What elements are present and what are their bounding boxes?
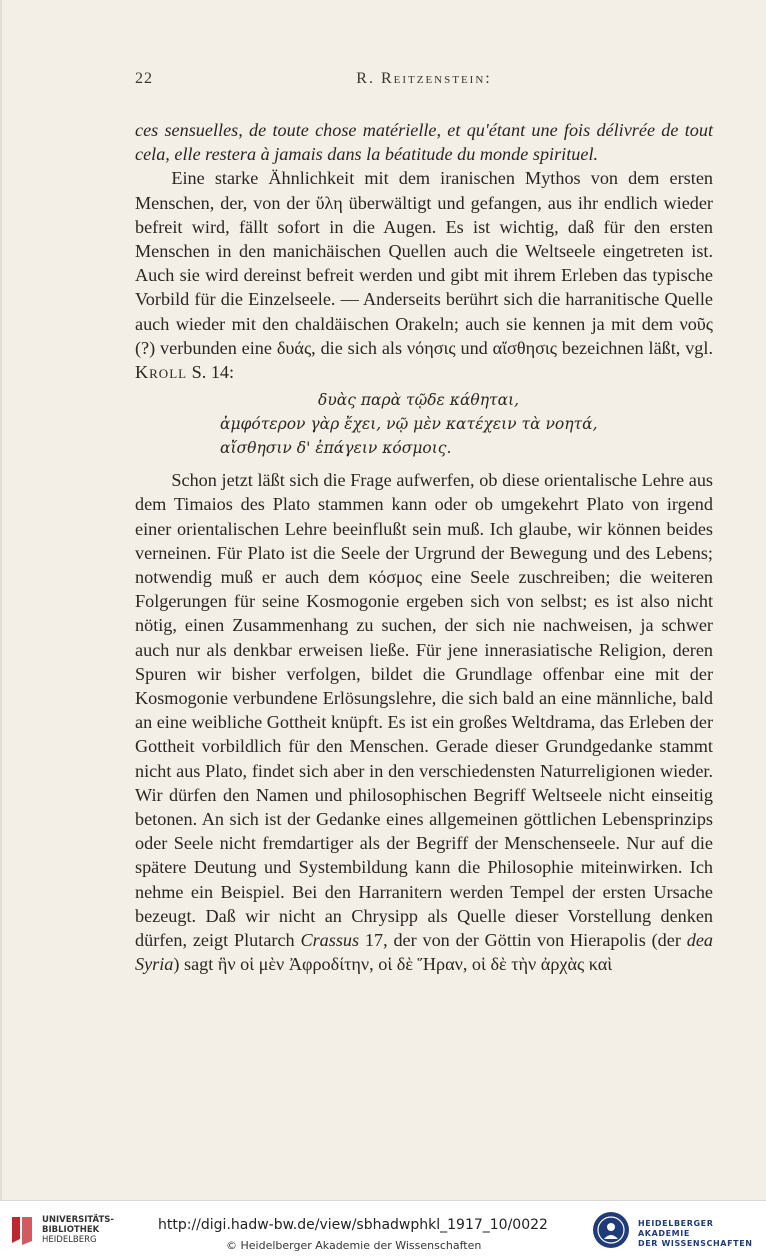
paragraph-text: S. 14: — [187, 362, 235, 383]
verse-line: αἴσθησιν δ' ἐπάγειν κόσμοις. — [220, 439, 452, 458]
paragraph-french-quote: ces sensuelles, de toute chose matérielle, et qu'étant une fois délivrée de tout cela, elle restera à jamais dans la béatitude du monde spirituel. — [135, 120, 713, 165]
verse-line: ἀμφότερον γὰρ ἔχει, νῷ μὲν κατέχειν τὰ νοητά, — [220, 415, 598, 434]
permalink-url[interactable]: http://digi.hadw-bw.de/view/sbhadwphkl_1917_10/0022 — [158, 1217, 548, 1233]
page-number: 22 — [135, 70, 153, 87]
page-body — [135, 118, 713, 977]
paragraph-iranian-myth — [135, 166, 713, 384]
paragraph-text: Schon jetzt läßt sich die Frage aufwerfen, ob diese orientalische Lehre aus dem Timaios des Plato stammen kann oder ob umgekehrt Plato von irgend einer orientalischen Lehre beeinflußt sein muß. Ich glaube, wir können beides verneinen. Für Plato ist die Seele der Urgrund der Bewegung und des Lebens; notwendig muß er auch dem κόσμος eine Seele zuschreiben; die weiteren Folgerungen für seine Kosmogonie ergeben sich von selbst; es ist also nicht nötig, einen Zusammenhang zu suchen, der sich nie nachweisen, ja schwer auch nur als denkbar erweisen ließe. Für jene innerasiatische Religion, deren Spuren wir bisher verfolgen, bildet die Grundlage offenbar eine mit der Kosmogonie verbundene Erlösungslehre, die sich bald an eine männliche, bald an eine weibliche Gottheit knüpft. Es ist ein großes Weltdrama, das Erleben der Gottheit vorbildlich für den Menschen. Gerade dieser Grundgedanke stammt nicht aus Plato, findet sich aber in den verschiedensten Naturreligionen wieder. Wir dürfen den Namen und philosophischen Begriff Weltseele nicht einseitig betonen. An sich ist der Gedanke eines allgemeinen göttlichen Lebensprinzips oder Seele nicht fremdartiger als der Begriff der Menschenseele. Nur auf die spätere Deutung und Systembildung kann die Philosophie miteinwirken. Ich nehme ein Beispiel. Bei den Harranitern werden Tempel der ersten Ursache bezeugt. Daß wir nicht an Chrysipp als Quelle dieser Vorstellung denken dürfen, zeigt Plutarch — [135, 470, 714, 951]
author-name: Kroll — [135, 362, 188, 383]
university-library-name: UNIVERSITÄTS- BIBLIOTHEK HEIDELBERG — [42, 1215, 114, 1245]
running-title: R. Reitzenstein: — [356, 70, 492, 87]
academy-name: HEIDELBERGER AKADEMIE DER WISSENSCHAFTEN — [638, 1219, 753, 1248]
footer-bar — [0, 1200, 766, 1260]
paragraph-text: Eine starke Ähnlichkeit mit dem iranischen Mythos von dem ersten Menschen, der, von der ὕλη überwältigt und gefangen, aus ihr endlich wieder befreit wird, fällt sofort in die Augen. Es ist wichtig, daß für den ersten Menschen in den manichäischen Quellen auch die Weltseele eingetreten ist. Auch sie wird dereinst befreit werden und gibt mit ihrem Erleben das typische Vorbild für die Einzelseele. — Anderseits berührt sich die harranitische Quelle auch wieder mit den chaldäischen Orakeln; auch sie kennen ja mit dem νοῦς (?) verbunden eine δυάς, die sich als νόησις und αἴσθησις bezeichnen läßt, vgl. — [135, 168, 713, 358]
university-library-logo-icon — [8, 1213, 36, 1247]
paragraph-text: ) sagt ἣν οἱ μὲν Ἀφροδίτην, οἱ δὲ Ἥραν, οἱ δὲ τὴν ἀρχὰς καὶ — [173, 954, 613, 975]
academy-seal-icon — [592, 1211, 630, 1249]
paragraph-text: 17, der von der Göttin von Hierapolis (der — [359, 930, 687, 951]
copyright-notice: © Heidelberger Akademie der Wissenschaften — [226, 1239, 482, 1252]
deity-name: dea Syria — [135, 930, 713, 975]
paragraph-plato — [135, 468, 713, 976]
verse-line: δυὰς παρὰ τῷδε κάθηται, — [318, 391, 520, 410]
greek-verse — [135, 388, 713, 460]
work-title: Crassus — [300, 930, 360, 951]
